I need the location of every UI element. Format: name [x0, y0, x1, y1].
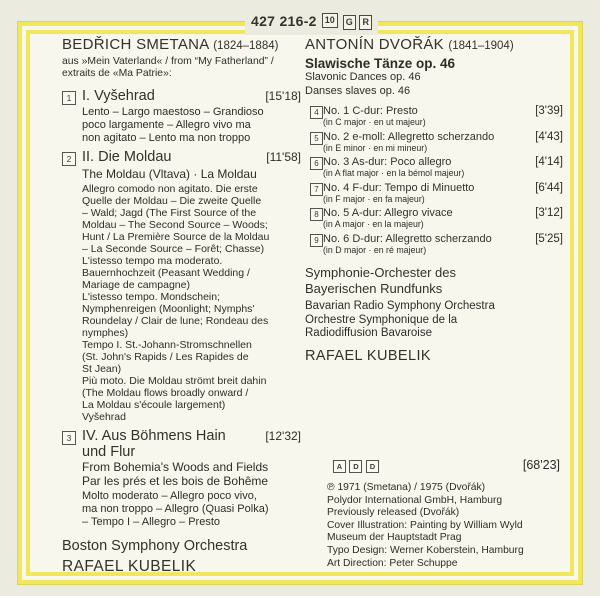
track-title: No. 6 D-dur: Allegretto scherzando: [323, 232, 492, 245]
composer-name: ANTONÍN DVOŘÁK: [305, 36, 444, 53]
track-3: [62, 428, 301, 529]
add-code-boxes: [333, 456, 379, 474]
orchestra-name-line: Symphonie-Orchester des: [305, 264, 457, 280]
track-title: No. 3 As-dur: Poco allegro: [323, 156, 452, 168]
track-title-row: [82, 149, 301, 165]
track-number-box: 9: [310, 234, 323, 247]
track-1: [62, 88, 301, 145]
description-line: Roundelay / Clair de lune; Rondeau des: [82, 314, 269, 327]
orchestra-name-line: Bayerischen Rundfunks: [305, 281, 443, 296]
track-title-row: [82, 88, 301, 104]
description-line: L'istesso tempo ma moderato.: [82, 254, 223, 267]
description-line: Moldau – The Second Source – Woods;: [82, 218, 268, 231]
track-6: [305, 156, 563, 178]
track-9: [305, 233, 563, 255]
track-title-row: [323, 207, 563, 219]
track-4: [305, 105, 563, 127]
track-time: [6'44]: [535, 181, 563, 194]
track-time: [3'39]: [535, 105, 563, 117]
dvorak-section: [305, 36, 563, 576]
track-5: [305, 131, 563, 153]
track-description-lines: [82, 183, 301, 423]
track-tempo-lines: [82, 106, 301, 145]
channel-box-g: G: [343, 15, 356, 30]
tempo-line: non agitato – Lento ma non troppo: [82, 131, 251, 144]
credit-line: Previously released (Dvořák): [327, 507, 460, 519]
work-subtitle-line: Danses slaves op. 46: [305, 84, 411, 97]
description-line: – Wald; Jagd (The First Source of the: [82, 206, 257, 219]
work-subtitle-line: Slavonic Dances op. 46: [305, 71, 421, 83]
orchestra-name-lines: [305, 265, 563, 298]
track-2: [62, 149, 301, 423]
orchestra-name-line: Orchestre Symphonique de la: [305, 313, 458, 326]
work-title: Slawische Tänze op. 46: [305, 56, 456, 71]
credit-line: Museum der Hauptstadt Prag: [327, 532, 462, 544]
composer-dates: (1841–1904): [448, 40, 514, 52]
catalog-number: 427 216-2: [251, 12, 317, 29]
channel-boxes: [343, 12, 372, 30]
description-line: St Jean): [82, 362, 122, 375]
track-key-note: (in D major · en ré majeur): [323, 244, 427, 255]
track-time: [15'18]: [265, 88, 301, 103]
track-title-row: [323, 131, 563, 143]
description-line: Nymphenreigen (Moonlight; Nymphs': [82, 302, 255, 315]
track-tempo-lines: [82, 490, 301, 529]
description-line: Hunt / La Première Source de la Moldau: [82, 230, 270, 243]
track-key-note: (in F major · en fa majeur): [323, 193, 425, 204]
track-title-row: [82, 428, 301, 444]
credit-line: ℗ 1971 (Smetana) / 1975 (Dvořák): [327, 482, 486, 493]
work-subtitle-lines: [305, 71, 563, 98]
credit-lines: [327, 482, 524, 570]
track-8: [305, 207, 563, 229]
track-time: [11'58]: [266, 149, 301, 164]
composer-name: BEDŘICH SMETANA: [62, 36, 209, 53]
track-number-box: 5: [310, 132, 323, 145]
orchestra-name-english: Bavarian Radio Symphony Orchestra: [305, 299, 495, 312]
track-time: [4'14]: [535, 156, 563, 168]
track-time: [12'32]: [265, 428, 301, 443]
track-key-note: (in E minor · en mi mineur): [323, 142, 428, 153]
description-line: Più moto. Die Moldau strömt breit dahin: [82, 374, 267, 387]
tempo-line: Molto moderato – Allegro poco vivo,: [82, 489, 257, 502]
add-code-letter: D: [366, 460, 379, 473]
description-line: (St. John's Rapids / Les Rapides de: [82, 350, 249, 363]
description-line: – La Seconde Source – Forêt; Chasse): [82, 242, 265, 255]
track-number-box: 2: [62, 152, 76, 166]
format-box: 10: [322, 13, 338, 28]
tempo-line: Lento – Largo maestoso – Grandioso: [82, 105, 264, 118]
track-7: [305, 182, 563, 204]
description-line: (The Moldau flows broadly onward /: [82, 386, 249, 399]
track-key-note: (in A major · en la majeur): [323, 219, 424, 229]
description-line: La Moldau s'écoule largement): [82, 398, 226, 411]
description-line: Tempo I. St.-Johann-Stromschnellen: [82, 338, 252, 351]
description-line: L'istesso tempo. Mondschein;: [82, 290, 220, 303]
track-number-box: 3: [62, 431, 76, 445]
track-number-box: 7: [310, 183, 323, 196]
subtitle-line: Par les prés et les bois de Bohême: [82, 473, 269, 488]
credit-line: Cover Illustration: Painting by William Wyld: [327, 519, 523, 531]
orchestra-name: Boston Symphony Orchestra: [62, 537, 248, 554]
track-title: No. 4 F-dur: Tempo di Minuetto: [323, 181, 475, 194]
track-subtitle: The Moldau (Vltava) · La Moldau: [82, 166, 257, 181]
track-key-note: (in C major · en ut majeur): [323, 117, 426, 127]
credit-line: Art Direction: Peter Schuppe: [327, 557, 458, 569]
add-code-letter: A: [333, 460, 346, 473]
track-number-box: 8: [310, 208, 323, 221]
total-time: [68'23]: [522, 458, 560, 472]
recording-code-row: [333, 456, 560, 474]
composer-dates: (1824–1884): [213, 40, 279, 52]
composer-heading-dvorak: [305, 36, 563, 53]
tempo-line: – Tempo I – Allegro – Presto: [82, 515, 220, 528]
track-title-row: [323, 105, 563, 117]
tempo-line: ma non troppo – Allegro (Quasi Polka): [82, 502, 269, 515]
track-title: IV. Aus Böhmens Hain: [82, 427, 226, 444]
description-line: Mariage de campagne): [82, 278, 190, 291]
conductor-name: RAFAEL KUBELIK: [305, 347, 431, 364]
orchestra-name-line: Radiodiffusion Bavaroise: [305, 327, 433, 339]
track-title: I. Vyšehrad: [82, 87, 155, 104]
channel-box-r: R: [359, 15, 372, 30]
track-number-box: 6: [310, 157, 323, 170]
subtitle-line: From Bohemia's Woods and Fields: [82, 459, 269, 474]
track-time: [4'43]: [535, 130, 563, 143]
dvorak-track-list: [305, 105, 563, 255]
track-key-note: (in A flat major · en la bémol majeur): [323, 168, 465, 178]
smetana-section: [62, 36, 301, 576]
track-time: [5'25]: [535, 232, 563, 245]
work-source-lines: [62, 56, 301, 81]
description-line: Quelle der Moldau – Die zweite Quelle: [82, 194, 262, 207]
description-line: nymphes): [82, 326, 129, 339]
add-code-letter: D: [349, 460, 362, 473]
conductor-name: RAFAEL KUBELIK: [62, 557, 197, 575]
track-title-row: [323, 156, 563, 168]
track-title-line2: und Flur: [82, 443, 136, 460]
credit-line: Typo Design: Werner Koberstein, Hamburg: [327, 544, 524, 556]
credit-line: Polydor International GmbH, Hamburg: [327, 494, 503, 506]
track-title: No. 2 e-moll: Allegretto scherzando: [323, 130, 495, 143]
catalog-chip: [245, 6, 378, 35]
description-line: Allegro comodo non agitato. Die erste: [82, 182, 258, 195]
track-number-box: 4: [310, 106, 323, 119]
description-line: Bauernhochzeit (Peasant Wedding /: [82, 266, 250, 279]
work-source-line: extraits de «Ma Patrie»:: [62, 68, 172, 80]
track-subtitle-lines: [82, 460, 301, 488]
orchestra-name-french-lines: [305, 314, 563, 341]
track-title: II. Die Moldau: [82, 148, 172, 165]
track-time: [3'12]: [535, 207, 563, 219]
tempo-line: poco largamente – Allegro vivo ma: [82, 118, 251, 131]
work-source-line: aus »Mein Vaterland« / from “My Fatherland” /: [62, 56, 274, 67]
track-title: No. 1 C-dur: Presto: [323, 105, 418, 117]
composer-heading-smetana: [62, 36, 301, 53]
description-line: Vyšehrad: [82, 410, 126, 423]
track-title-row: [323, 233, 563, 245]
track-title-row: [323, 182, 563, 194]
track-title: No. 5 A-dur: Allegro vivace: [323, 207, 453, 219]
track-number-box: 1: [62, 91, 76, 105]
